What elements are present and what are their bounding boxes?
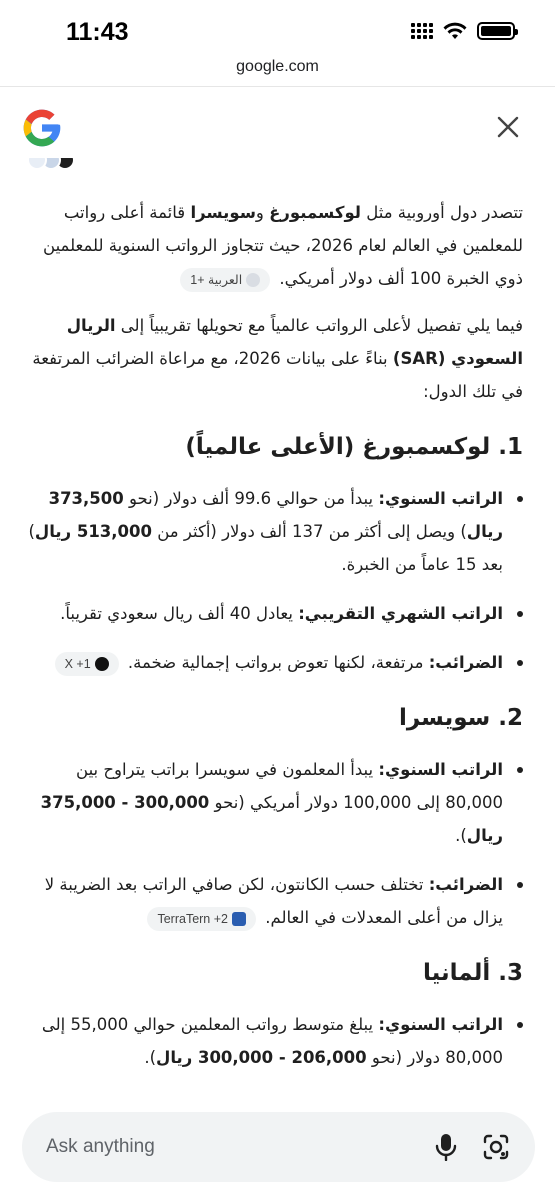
- section-title-germany: 3. ألمانيا: [423, 960, 523, 986]
- section-title-luxembourg: 1. لوكسمبورغ (الأعلى عالمياً): [185, 434, 523, 460]
- battery-icon: [477, 22, 515, 40]
- status-time: 11:43: [66, 18, 129, 46]
- source-chip-x[interactable]: X +1: [55, 652, 119, 676]
- wifi-icon: [443, 22, 467, 40]
- x-logo-icon: [95, 657, 109, 671]
- terratern-logo-icon: [232, 912, 246, 926]
- list-item: الضرائب: تختلف حسب الكانتون، لكن صافي الراتب بعد الضريبة لا يزال من أعلى المعدلات في العالم. TerraTern +2: [20, 868, 519, 934]
- source-chip-terratern[interactable]: TerraTern +2: [147, 907, 256, 931]
- section-title-switzerland: 2. سويسرا: [398, 705, 523, 731]
- google-g-icon: [20, 106, 64, 150]
- intro-paragraph-1: تتصدر دول أوروبية مثل لوكسمبورغ وسويسرا قائمة أعلى رواتب للمعلمين في العالم لعام 2026، حيث تتجاوز الرواتب السنوية للمعلمين ذوي الخبرة 100 ألف دولار أمريكي. العربية +1: [20, 196, 523, 295]
- intro-paragraph-2: فيما يلي تفصيل لأعلى الرواتب عالمياً مع تحويلها تقريبياً إلى الريال السعودي (SAR) بناءً على بيانات 2026، مع مراعاة الضرائب المرتفعة في تلك الدول:: [32, 316, 523, 401]
- list-item: الراتب السنوي: يبدأ من حوالي 99.6 ألف دولار (نحو 373,500 ريال) ويصل إلى أكثر من 137 ألف دولار (أكثر من 513,000 ريال) بعد 15 عاماً من الخبرة.: [20, 482, 519, 581]
- list-item: الراتب السنوي: يبلغ متوسط رواتب المعلمين حوالي 55,000 إلى 80,000 دولار (نحو 206,000 - 300,000 ريال).: [20, 1008, 519, 1074]
- source-avatars[interactable]: [15, 158, 75, 172]
- status-icons: [411, 22, 515, 40]
- url-bar[interactable]: google.com: [236, 58, 319, 75]
- germany-list: [20, 1008, 523, 1074]
- list-item: الراتب السنوي: يبدأ المعلمون في سويسرا براتب يتراوح بين 80,000 إلى 100,000 دولار أمريكي (نحو 300,000 - 375,000 ريال).: [20, 753, 519, 852]
- source-chip-arabic[interactable]: العربية +1: [180, 268, 270, 292]
- mic-icon: [435, 1133, 457, 1161]
- status-bar: [0, 0, 555, 56]
- source-favicon-icon: [246, 273, 260, 287]
- lens-button[interactable]: [481, 1132, 511, 1162]
- list-item: الضرائب: مرتفعة، لكنها تعوض برواتب إجمالية ضخمة. X +1: [20, 646, 519, 679]
- ask-input[interactable]: [46, 1136, 411, 1158]
- lens-icon: [482, 1133, 510, 1161]
- ask-bar[interactable]: [22, 1112, 535, 1182]
- luxembourg-list: [20, 482, 523, 679]
- url-divider: [0, 86, 555, 87]
- switzerland-list: [20, 753, 523, 934]
- answer-content: [20, 196, 523, 1090]
- list-item: الراتب الشهري التقريبي: يعادل 40 ألف ريال سعودي تقريباً.: [20, 597, 519, 630]
- close-button[interactable]: [493, 112, 523, 142]
- close-icon: [496, 115, 520, 139]
- signal-icon: [411, 23, 433, 39]
- mic-button[interactable]: [431, 1132, 461, 1162]
